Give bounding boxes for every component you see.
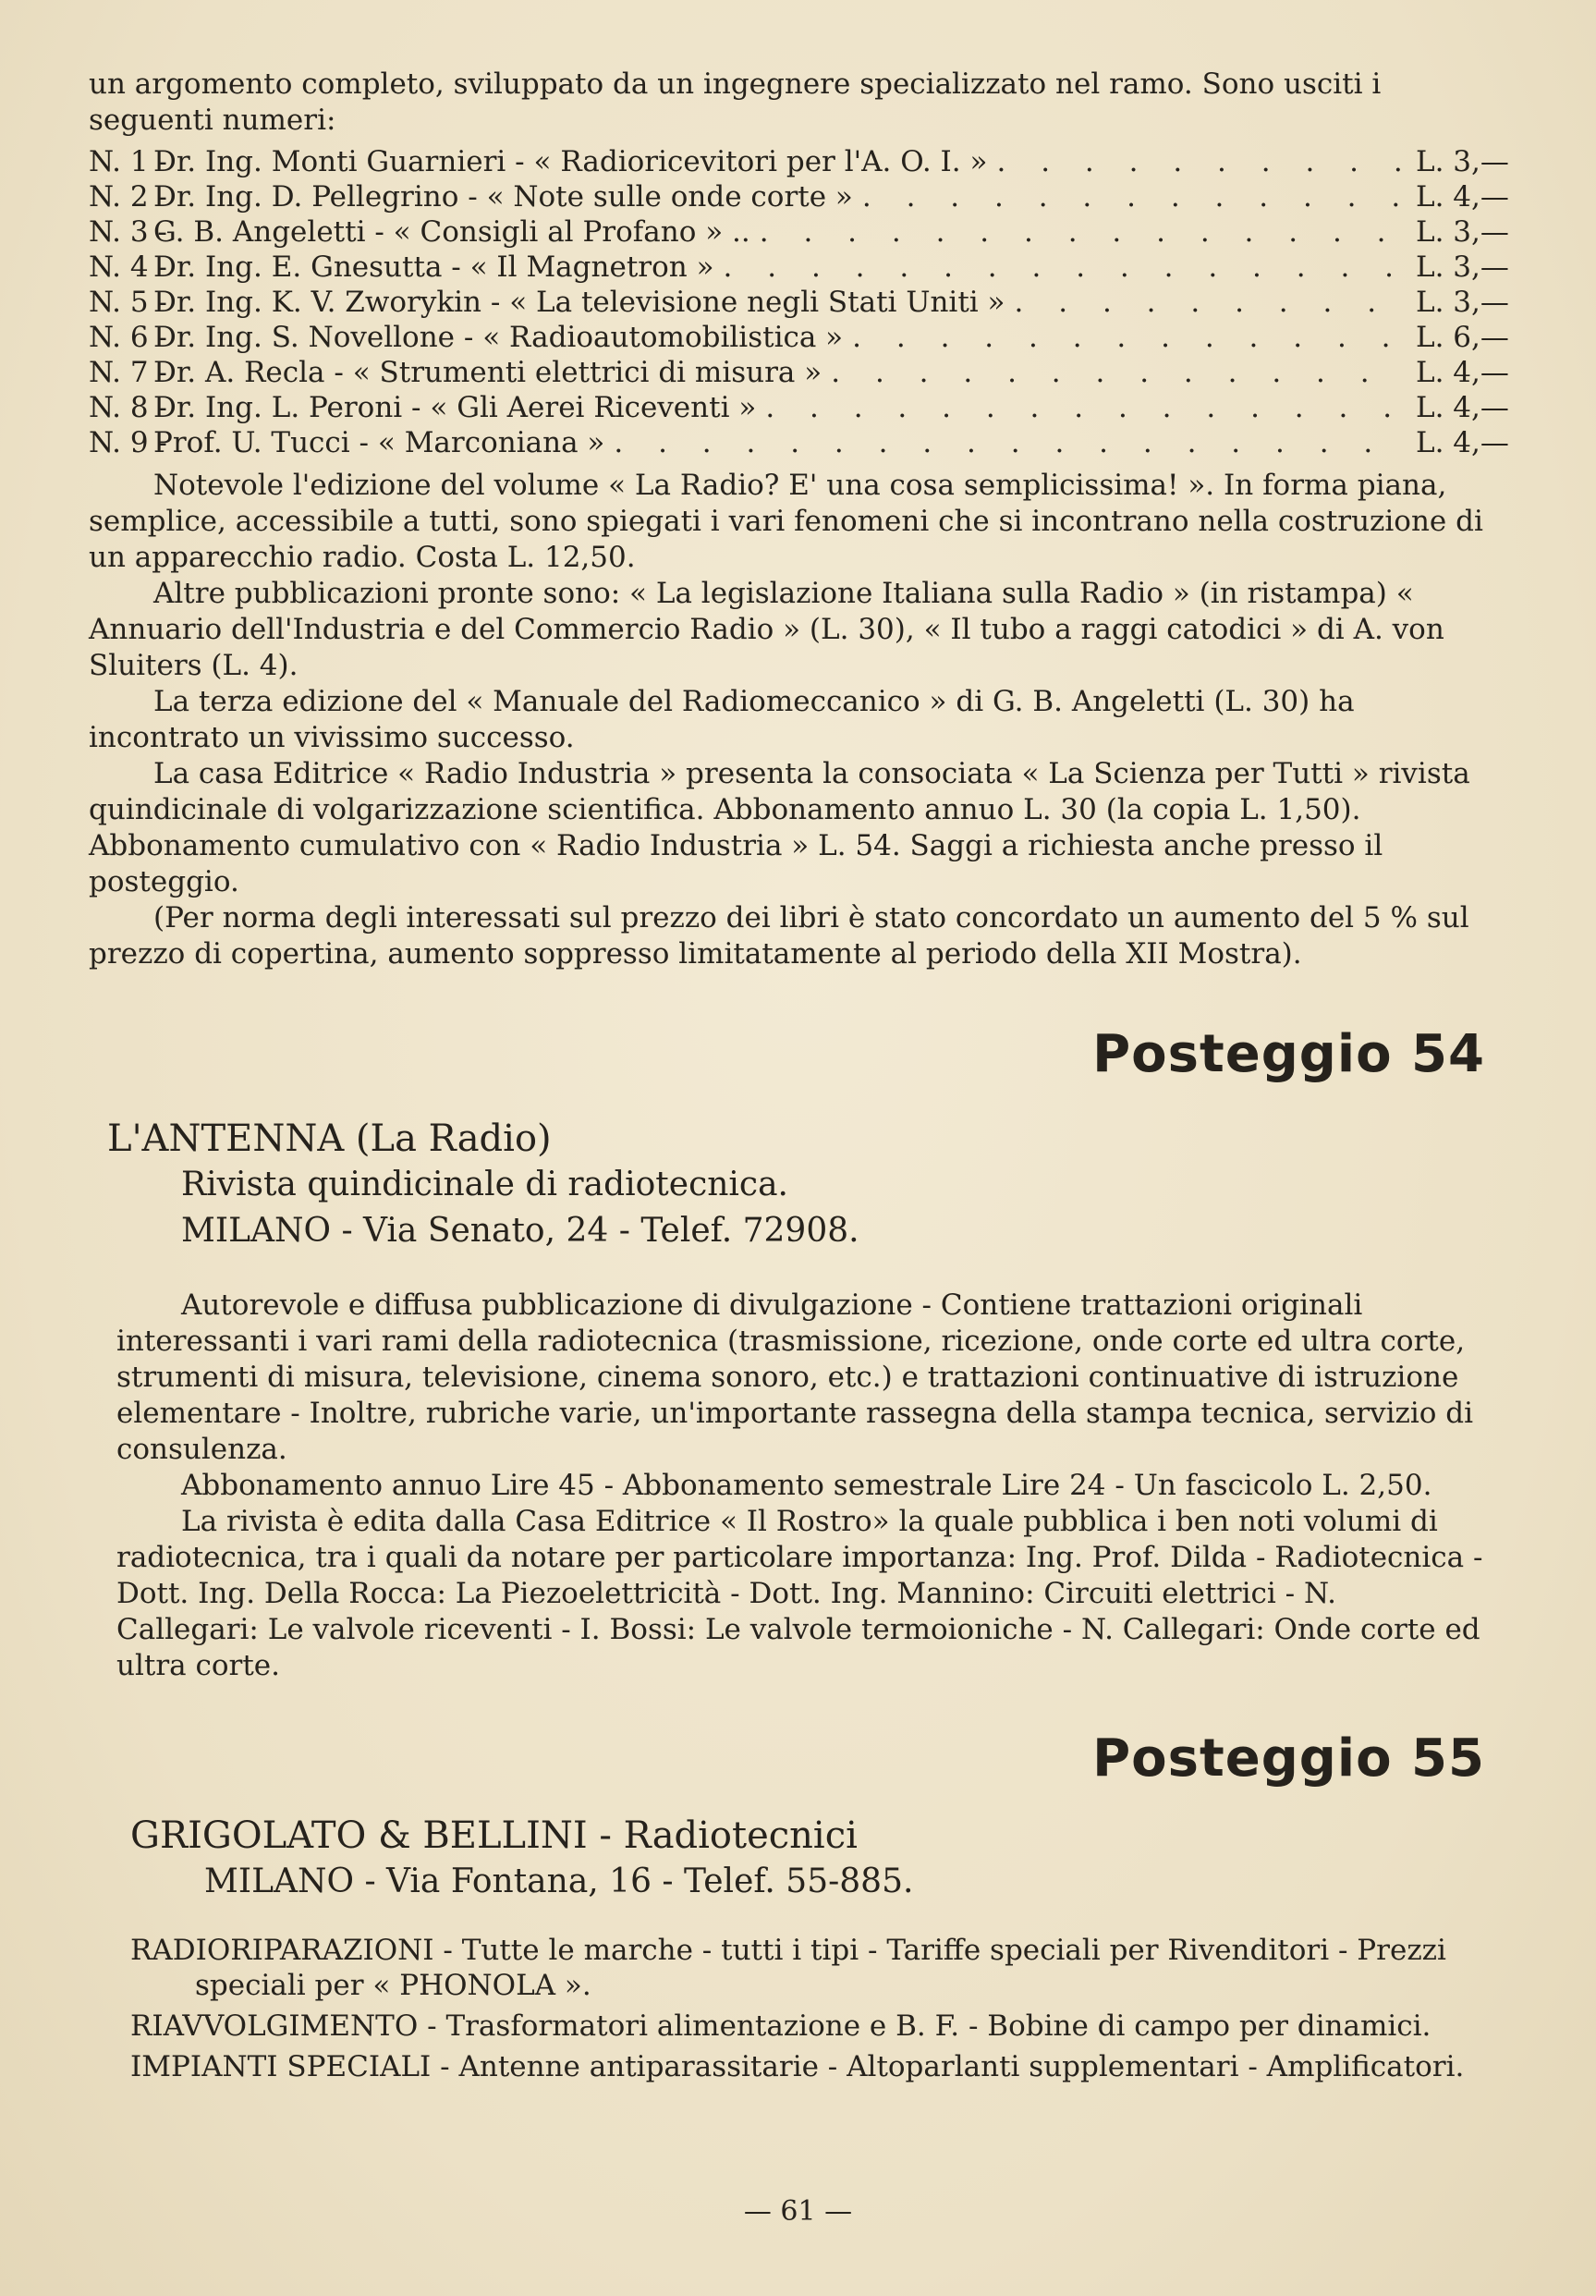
company-address: MILANO - Via Fontana, 16 - Telef. 55-885. bbox=[204, 1862, 914, 1900]
note-paragraph: (Per norma degli interessati sul prezzo dei libri è stato concordato un aumento del 5 % sul prezzo di copertina, aumento soppresso limitatamente al periodo della XII Mostra). bbox=[89, 901, 1469, 971]
book-title: Dr. Ing. L. Peroni - « Gli Aerei Riceventi » bbox=[153, 391, 757, 424]
book-entry bbox=[89, 320, 1509, 355]
book-number: N. 4 - bbox=[89, 250, 167, 284]
stall-paragraph: Abbonamento annuo Lire 45 - Abbonamento semestrale Lire 24 - Un fascicolo L. 2,50. bbox=[181, 1469, 1432, 1502]
company-address: MILANO - Via Senato, 24 - Telef. 72908. bbox=[181, 1212, 859, 1250]
intro-text: un argomento completo, sviluppato da un ingegnere specializzato nel ramo. Sono usciti i seguenti numeri: bbox=[89, 67, 1382, 137]
note-paragraph: Altre pubblicazioni pronte sono: « La legislazione Italiana sulla Radio » (in ristampa) « Annuario dell'Industria e del Commercio Radio » (L. 30), « Il tubo a raggi catodici » di A. von Sluiters (L. 4). bbox=[89, 577, 1444, 682]
book-price: L. 6,— bbox=[1416, 321, 1509, 354]
company-name: L'ANTENNA (La Radio) bbox=[107, 1117, 552, 1160]
service-item: RIAVVOLGIMENTO - Trasformatori alimentazione e B. F. - Bobine di campo per dinamici. bbox=[130, 2009, 1432, 2043]
book-price: L. 4,— bbox=[1416, 426, 1509, 459]
leader-dots bbox=[614, 425, 1407, 460]
book-title: G. B. Angeletti - « Consigli al Profano » .. bbox=[153, 215, 750, 249]
book-number: N. 1 - bbox=[89, 145, 167, 178]
book-entry bbox=[89, 179, 1509, 214]
book-list bbox=[89, 144, 1509, 460]
book-title: Dr. Ing. S. Novellone - « Radioautomobilistica » bbox=[153, 321, 844, 354]
book-price: L. 3,— bbox=[1416, 286, 1509, 319]
stall-paragraph: Autorevole e diffusa pubblicazione di divulgazione - Contiene trattazioni originali interessanti i vari rami della radiotecnica (trasmissione, ricezione, onde corte ed ultra corte, strumenti di misura, televisione, cinema sonoro, etc.) e trattazioni continuative di istruzione elementare - Inoltre, rubriche varie, un'importante rassegna della stampa tecnica, servizio di consulenza. bbox=[116, 1288, 1474, 1466]
book-number: N. 5 - bbox=[89, 286, 167, 319]
book-price: L. 3,— bbox=[1416, 215, 1509, 249]
book-title: Dr. Ing. E. Gnesutta - « Il Magnetron » bbox=[153, 250, 714, 284]
books-section bbox=[89, 67, 1509, 972]
book-entry bbox=[89, 250, 1509, 285]
book-title: Dr. A. Recla - « Strumenti elettrici di misura » bbox=[153, 356, 822, 389]
book-number: N. 2 - bbox=[89, 180, 167, 214]
book-price: L. 3,— bbox=[1416, 145, 1509, 178]
leader-dots bbox=[760, 214, 1407, 250]
book-entry bbox=[89, 425, 1509, 460]
leader-dots bbox=[765, 390, 1407, 425]
stall-55-section bbox=[89, 1728, 1485, 2084]
book-price: L. 4,— bbox=[1416, 391, 1509, 424]
book-entry bbox=[89, 144, 1509, 179]
book-entry bbox=[89, 285, 1509, 320]
leader-dots bbox=[852, 320, 1407, 355]
book-price: L. 3,— bbox=[1416, 250, 1509, 284]
stall-paragraph: La rivista è edita dalla Casa Editrice « Il Rostro» la quale pubblica i ben noti volumi di radiotecnica, tra i quali da notare per particolare importanza: Ing. Prof. Dilda - Radiotecnica - Dott. Ing. Della Rocca: La Piezoelettricità - Dott. Ing. Mannino: Circuiti elettrici - N. Callegari: Le valvole riceventi - I. Bossi: Le valvole termoioniche - N. Callegari: Onde corte ed ultra corte. bbox=[116, 1505, 1483, 1682]
book-number: N. 3 - bbox=[89, 215, 167, 249]
book-title: Dr. Ing. Monti Guarnieri - « Radioricevitori per l'A. O. I. » bbox=[153, 145, 988, 178]
company-subtitle: Rivista quindicinale di radiotecnica. bbox=[181, 1166, 788, 1203]
book-title: Dr. Ing. D. Pellegrino - « Note sulle onde corte » bbox=[153, 180, 853, 214]
leader-dots bbox=[831, 355, 1407, 390]
note-paragraph: Notevole l'edizione del volume « La Radio? E' una cosa semplicissima! ». In forma piana, semplice, accessibile a tutti, sono spiegati i vari fenomeni che si incontrano nella costruzione di un apparecchio radio. Costa L. 12,50. bbox=[89, 469, 1483, 574]
book-number: N. 8 - bbox=[89, 391, 167, 424]
book-entry bbox=[89, 390, 1509, 425]
leader-dots bbox=[724, 250, 1407, 285]
book-price: L. 4,— bbox=[1416, 356, 1509, 389]
book-title: Dr. Ing. K. V. Zworykin - « La televisione negli Stati Uniti » bbox=[153, 286, 1005, 319]
book-number: N. 6 - bbox=[89, 321, 167, 354]
book-number: N. 7 - bbox=[89, 356, 167, 389]
stall-54-section bbox=[89, 1024, 1485, 1684]
note-paragraph: La terza edizione del « Manuale del Radiomeccanico » di G. B. Angeletti (L. 30) ha incontrato un vivissimo successo. bbox=[89, 685, 1355, 754]
service-item: RADIORIPARAZIONI - Tutte le marche - tutti i tipi - Tariffe speciali per Rivenditori - Prezzi speciali per « PHONOLA ». bbox=[130, 1934, 1446, 2002]
leader-dots bbox=[1015, 285, 1407, 320]
book-title: Prof. U. Tucci - « Marconiana » bbox=[153, 426, 605, 459]
note-paragraph: La casa Editrice « Radio Industria » presenta la consociata « La Scienza per Tutti » rivista quindicinale di volgarizzazione scientifica. Abbonamento annuo L. 30 (la copia L. 1,50). Abbonamento cumulativo con « Radio Industria » L. 54. Saggi a richiesta anche presso il posteggio. bbox=[89, 757, 1470, 898]
book-entry bbox=[89, 214, 1509, 250]
company-name: GRIGOLATO & BELLINI - Radiotecnici bbox=[130, 1814, 858, 1857]
book-number: N. 9 - bbox=[89, 426, 167, 459]
service-item: IMPIANTI SPECIALI - Antenne antiparassitarie - Altoparlanti supplementari - Amplificatori. bbox=[130, 2050, 1465, 2083]
leader-dots bbox=[996, 144, 1407, 179]
stall-heading: Posteggio 54 bbox=[1092, 1024, 1485, 1084]
leader-dots bbox=[862, 179, 1407, 214]
page-number: — 61 — bbox=[743, 2195, 853, 2228]
book-price: L. 4,— bbox=[1416, 180, 1509, 214]
book-entry bbox=[89, 355, 1509, 390]
stall-heading: Posteggio 55 bbox=[1092, 1728, 1485, 1789]
